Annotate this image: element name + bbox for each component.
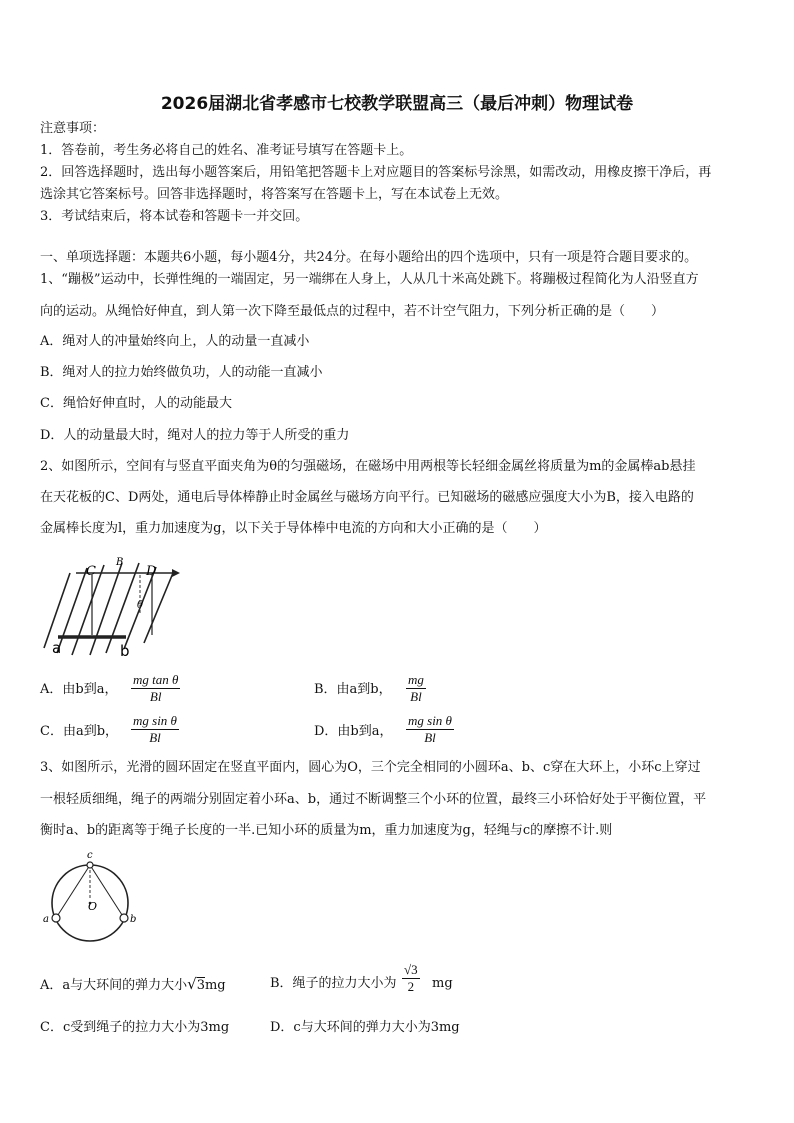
notice-item-1: 1．答卷前，考生务必将自己的姓名、准考证号填写在答题卡上。 xyxy=(40,143,413,158)
q2-option-c-prefix: C．由a到b， xyxy=(40,724,119,739)
q3-option-a-unit: mg xyxy=(204,978,226,993)
q2-label-b: b xyxy=(120,642,130,658)
q2-option-d-prefix: D．由b到a， xyxy=(314,724,393,739)
q3-stem-line-1: 3、如图所示，光滑的圆环固定在竖直平面内，圆心为O，三个完全相同的小圆环a、b、c穿在大环上，小环c上穿过 xyxy=(40,760,701,775)
q2-option-d-denominator: Bl xyxy=(424,730,436,745)
q3-option-b-unit: mg xyxy=(432,976,453,991)
q2-option-a-fraction xyxy=(131,672,180,705)
notice-item-2-cont: 选涂其它答案标号。回答非选择题时，将答案写在答题卡上，写在本试卷上无效。 xyxy=(40,187,509,202)
q1-stem-line-1: 1、“蹦极”运动中，长弹性绳的一端固定，另一端绑在人身上，人从几十米高处跳下。将蹦极过程简化为人沿竖直方 xyxy=(40,272,699,287)
q2-stem-line-3: 金属棒长度为l，重力加速度为g，以下关于导体棒中电流的方向和大小正确的是（ ） xyxy=(40,521,547,536)
q2-option-a-numerator: mg tan θ xyxy=(133,672,179,687)
q1-option-c: C．绳恰好伸直时，人的动能最大 xyxy=(40,396,232,411)
q3-option-b-prefix: B．绳子的拉力大小为 xyxy=(270,976,397,991)
q3-label-b: b xyxy=(130,914,137,925)
q2-label-b-field: B xyxy=(116,557,124,568)
q1-option-d: D．人的动量最大时，绳对人的拉力等于人所受的重力 xyxy=(40,428,350,443)
q3-label-c: c xyxy=(87,850,93,861)
q2-stem-line-1: 2、如图所示，空间有与竖直平面夹角为θ的匀强磁场，在磁场中用两根等长轻细金属丝将质量为m的金属棒ab悬挂 xyxy=(40,459,696,474)
section-heading: 一、单项选择题：本题共6小题，每小题4分，共24分。在每小题给出的四个选项中，只有一项是符合题目要求的。 xyxy=(40,250,698,265)
q3-label-a: a xyxy=(43,914,49,925)
q3-stem-line-2: 一根轻质细绳，绳子的两端分别固定着小环a、b，通过不断调整三个小环的位置，最终三小环恰好处于平衡位置，平 xyxy=(40,792,707,807)
q3-option-a xyxy=(40,975,226,995)
notice-item-2: 2．回答选择题时，选出每小题答案后，用铅笔把答题卡上对应题目的答案标号涂黑，如需改动，用橡皮擦干净后，再 xyxy=(40,165,712,180)
q2-label-d: D xyxy=(146,564,157,579)
q2-option-d-numerator: mg sin θ xyxy=(408,713,452,728)
q3-figure xyxy=(38,848,148,948)
q3-option-a-radicand: 3 xyxy=(196,978,205,993)
page-title: 2026届湖北省孝感市七校教学联盟高三（最后冲刺）物理试卷 xyxy=(160,94,634,114)
q3-option-b-numerator: √3 xyxy=(404,962,418,977)
q1-option-a: A．绳对人的冲量始终向上，人的动量一直减小 xyxy=(40,334,310,349)
q2-option-a-prefix: A．由b到a， xyxy=(40,682,118,697)
q2-option-b-denominator: Bl xyxy=(410,689,422,704)
q3-option-b-fraction xyxy=(402,962,420,995)
notice-heading: 注意事项： xyxy=(40,121,106,136)
q3-option-a-prefix: A．a与大环间的弹力大小 xyxy=(40,978,188,993)
q2-option-b-fraction xyxy=(406,672,426,705)
q3-option-d: D．c与大环间的弹力大小为3mg xyxy=(270,1020,460,1035)
q2-option-c-numerator: mg sin θ xyxy=(133,713,177,728)
notice-item-3: 3．考试结束后，将本试卷和答题卡一并交回。 xyxy=(40,209,309,224)
q3-label-o: O xyxy=(88,900,98,913)
q2-label-theta: θ xyxy=(137,600,144,611)
q2-option-d-fraction xyxy=(406,713,454,746)
sqrt-sign: √ xyxy=(187,975,197,993)
q1-option-b: B．绳对人的拉力始终做负功，人的动能一直减小 xyxy=(40,365,323,380)
q3-option-b-denominator: 2 xyxy=(407,979,415,994)
q2-stem-line-2: 在天花板的C、D两处，通电后导体棒静止时金属丝与磁场方向平行。已知磁场的磁感应强度大小为B，接入电路的 xyxy=(40,490,694,505)
q2-option-b-prefix: B．由a到b， xyxy=(314,682,392,697)
q3-stem-line-3: 衡时a、b的距离等于绳子长度的一半.已知小环的质量为m，重力加速度为g，轻绳与c的摩擦不计.则 xyxy=(40,823,613,838)
q1-stem-line-2: 向的运动。从绳恰好伸直，到人第一次下降至最低点的过程中，若不计空气阻力，下列分析正确的是（ ） xyxy=(40,304,665,319)
q2-label-c: C xyxy=(86,564,96,579)
q3-option-c: C．c受到绳子的拉力大小为3mg xyxy=(40,1020,230,1035)
q2-option-c-fraction xyxy=(131,713,179,746)
q2-label-a: a xyxy=(52,639,62,657)
q2-option-c-denominator: Bl xyxy=(149,730,161,745)
q2-figure xyxy=(40,553,190,658)
q2-option-b-numerator: mg xyxy=(408,672,424,687)
q2-option-a-denominator: Bl xyxy=(149,689,162,704)
